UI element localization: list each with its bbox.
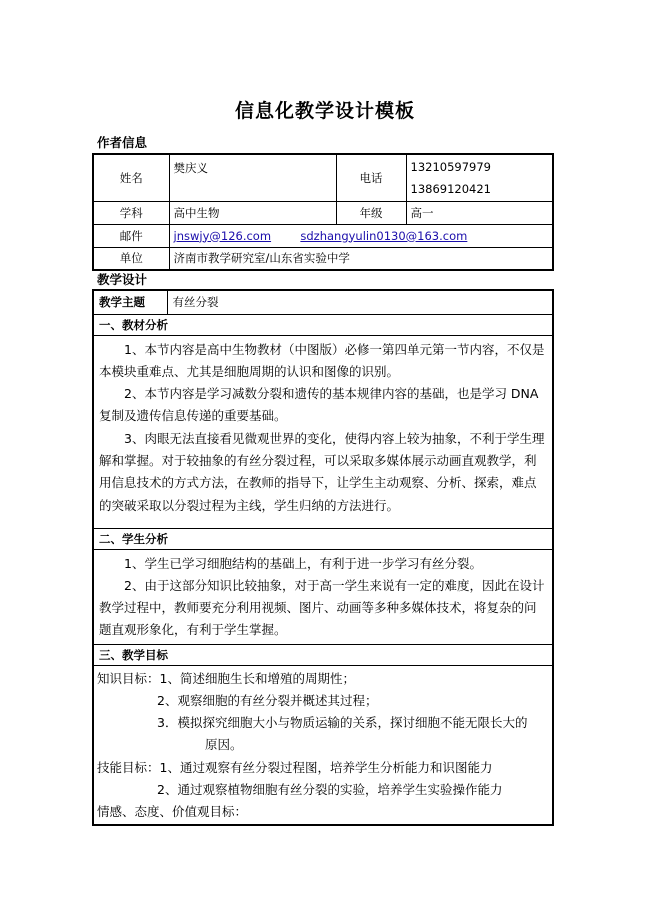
unit-value: 济南市教学研究室/山东省实验中学 [169,247,553,270]
author-info-heading: 作者信息 [97,135,148,150]
email-row [93,224,553,247]
skill-goal-1: 技能目标：1、通过观察有丝分裂过程图，培养学生分析能力和识图能力 [97,759,493,775]
goals-content-row [93,665,553,825]
unit-row [93,247,553,270]
knowledge-goal-3: 3．模拟探究细胞大小与物质运输的关系，探讨细胞不能无限长大的 [157,715,528,731]
phone-values [406,154,553,201]
phone-value-1: 13210597979 [410,159,491,174]
material-content-row [93,335,553,528]
grade-value: 高一 [406,201,553,224]
material-paragraph-1: 1、本节内容是高中生物教材（中图版）必修一第四单元第一节内容，不仅是本模块重难点、尤其是细胞周期的认识和图像的识别。 [99,341,545,379]
email-link-2[interactable]: sdzhangyulin0130@163.com [300,228,468,243]
phone-label: 电话 [336,154,406,201]
email-label: 邮件 [93,224,169,247]
topic-row [93,290,553,314]
name-row [93,154,553,201]
teaching-design-heading: 教学设计 [97,272,148,287]
material-analysis-heading: 一、教材分析 [93,314,553,335]
students-heading-row [93,528,553,549]
topic-label: 教学主题 [93,290,167,314]
phone-value-2: 13869120421 [410,181,491,196]
goals-content [93,665,553,825]
topic-value: 有丝分裂 [167,290,553,314]
author-info-table [92,153,554,271]
students-paragraph-2: 2、由于这部分知识比较抽象，对于高一学生来说有一定的难度，因此在设计教学过程中，教师要充分利用视频、图片、动画等多种多媒体技术，将复杂的问题直观形象化，有利于学生掌握。 [99,577,545,638]
emotion-goal: 情感、态度、价值观目标： [97,804,248,820]
students-content [93,549,553,644]
unit-label: 单位 [93,247,169,270]
page-title: 信息化教学设计模板 [234,100,415,122]
material-content [93,335,553,528]
teaching-design-table [92,289,554,826]
name-value: 樊庆义 [169,154,336,201]
students-paragraph-1: 1、学生已学习细胞结构的基础上，有利于进一步学习有丝分裂。 [124,555,482,571]
grade-label: 年级 [336,201,406,224]
name-label: 姓名 [93,154,169,201]
material-heading-row [93,314,553,335]
knowledge-goal-3-cont: 原因。 [205,737,243,753]
material-paragraph-2: 2、本节内容是学习减数分裂和遗传的基本规律内容的基础，也是学习 DNA 复制及遗传信息传递的重要基础。 [99,386,539,424]
students-content-row [93,549,553,644]
subject-value: 高中生物 [169,201,336,224]
email-values [169,224,553,247]
skill-goal-2: 2、通过观察植物细胞有丝分裂的实验，培养学生实验操作能力 [157,781,503,797]
knowledge-goal-2: 2、观察细胞的有丝分裂并概述其过程； [157,692,378,708]
goals-heading-row [93,644,553,665]
teaching-goals-heading: 三、教学目标 [93,644,553,665]
material-paragraph-3: 3、肉眼无法直接看见微观世界的变化，使得内容上较为抽象，不利于学生理解和掌握。对于较抽象的有丝分裂过程，可以采取多媒体展示动画直观教学，利用信息技术的方式方法，在教师的指导下，让学生主动观察、分析、探索，难点的突破采取以分裂过程为主线，学生归纳的方法进行。 [99,430,545,513]
subject-row [93,201,553,224]
knowledge-goal-1: 知识目标：1、简述细胞生长和增殖的周期性； [97,670,355,686]
subject-label: 学科 [93,201,169,224]
email-link-1[interactable]: jnswjy@126.com [173,228,272,243]
student-analysis-heading: 二、学生分析 [93,528,553,549]
